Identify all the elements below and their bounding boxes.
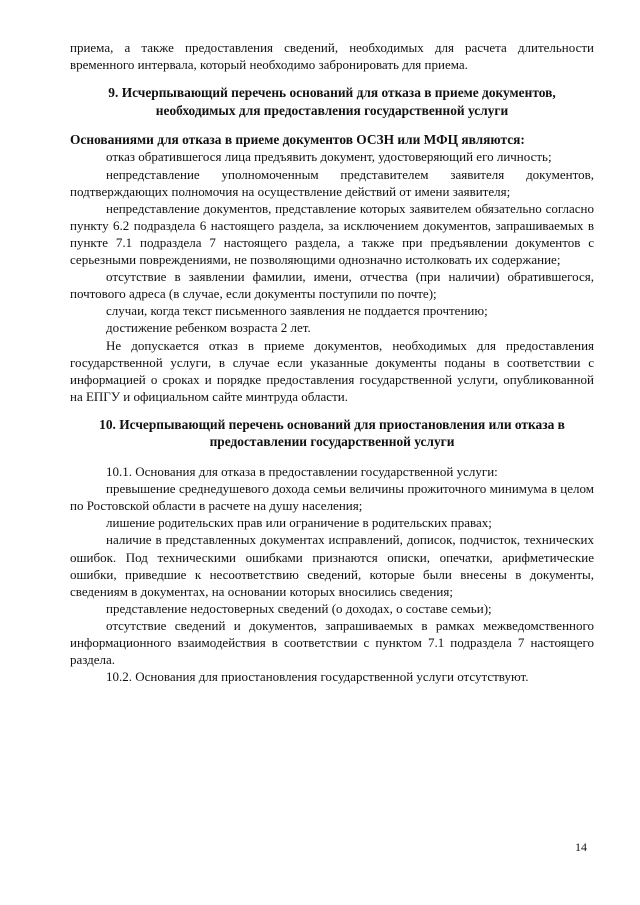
section-9-closing: Не допускается отказ в приеме документов, необходимых для предоставления государственной услуги, в случае если указанные документы поданы в соответствии с информацией о сроках и порядке предоставления государственной услуги, опубликованной на ЕПГУ и официальном сайте минтруда области.: [70, 337, 594, 404]
page-number: 14: [575, 840, 587, 854]
section-9-item: непредставление документов, представление которых заявителем обязательно согласно пункту 6.2 подраздела 6 настоящего раздела, за исключением документов, запрашиваемых в пункте 7.1 подраздела 7 настоящего раздела, а также при предъявлении документов с серьезными повреждениями, не позволяющими однозначно истолковать их содержание;: [70, 200, 594, 268]
section-10-item: превышение среднедушевого дохода семьи величины прожиточного минимума в целом по Ростовской области в расчете на душу населения;: [70, 481, 594, 514]
section-10-1-lead: 10.1. Основания для отказа в предоставлении государственной услуги:: [106, 464, 498, 480]
section-10-item: наличие в представленных документах исправлений, дописок, подчисток, технических ошибок. Под техническими ошибками признаются описки, опечатки, арифметические ошибки, приведшие к несоответствию сведений, которые были внесены в документы, сведениям в документах, на основании которых вносились сведения;: [70, 532, 594, 599]
section-9-heading: 9. Исчерпывающий перечень оснований для отказа в приеме документов, необходимых для предоставления государственной услуги: [108, 85, 556, 118]
section-9-item: случаи, когда текст письменного заявления не поддается прочтению;: [106, 303, 488, 319]
section-10-heading: 10. Исчерпывающий перечень оснований для приостановления или отказа в предоставлении государственной услуги: [99, 416, 565, 450]
section-10-item: лишение родительских прав или ограничение в родительских правах;: [106, 515, 492, 531]
section-9-item: отсутствие в заявлении фамилии, имени, отчества (при наличии) обратившегося, почтового адреса (в случае, если документы поступили по почте);: [70, 269, 594, 302]
page-content: [70, 39, 594, 685]
section-10-item: представление недостоверных сведений (о доходах, о составе семьи);: [106, 600, 492, 616]
section-9-item: непредставление уполномоченным представителем заявителя документов, подтверждающих полномочия на осуществление действий от имени заявителя;: [70, 166, 594, 199]
section-10-2: 10.2. Основания для приостановления государственной услуги отсутствуют.: [106, 669, 529, 685]
section-9-lead: Основаниями для отказа в приеме документов ОСЗН или МФЦ являются:: [70, 132, 525, 148]
section-10-item: отсутствие сведений и документов, запрашиваемых в рамках межведомственного информационного взаимодействия в соответствии с пунктом 7.1 подраздела 7 настоящего раздела.: [70, 617, 594, 668]
section-9-item: отказ обратившегося лица предъявить документ, удостоверяющий его личность;: [106, 149, 552, 165]
section-9-item: достижение ребенком возраста 2 лет.: [106, 320, 311, 336]
intro-paragraph: приема, а также предоставления сведений, необходимых для расчета длительности временного интервала, который необходимо забронировать для приема.: [70, 40, 594, 73]
